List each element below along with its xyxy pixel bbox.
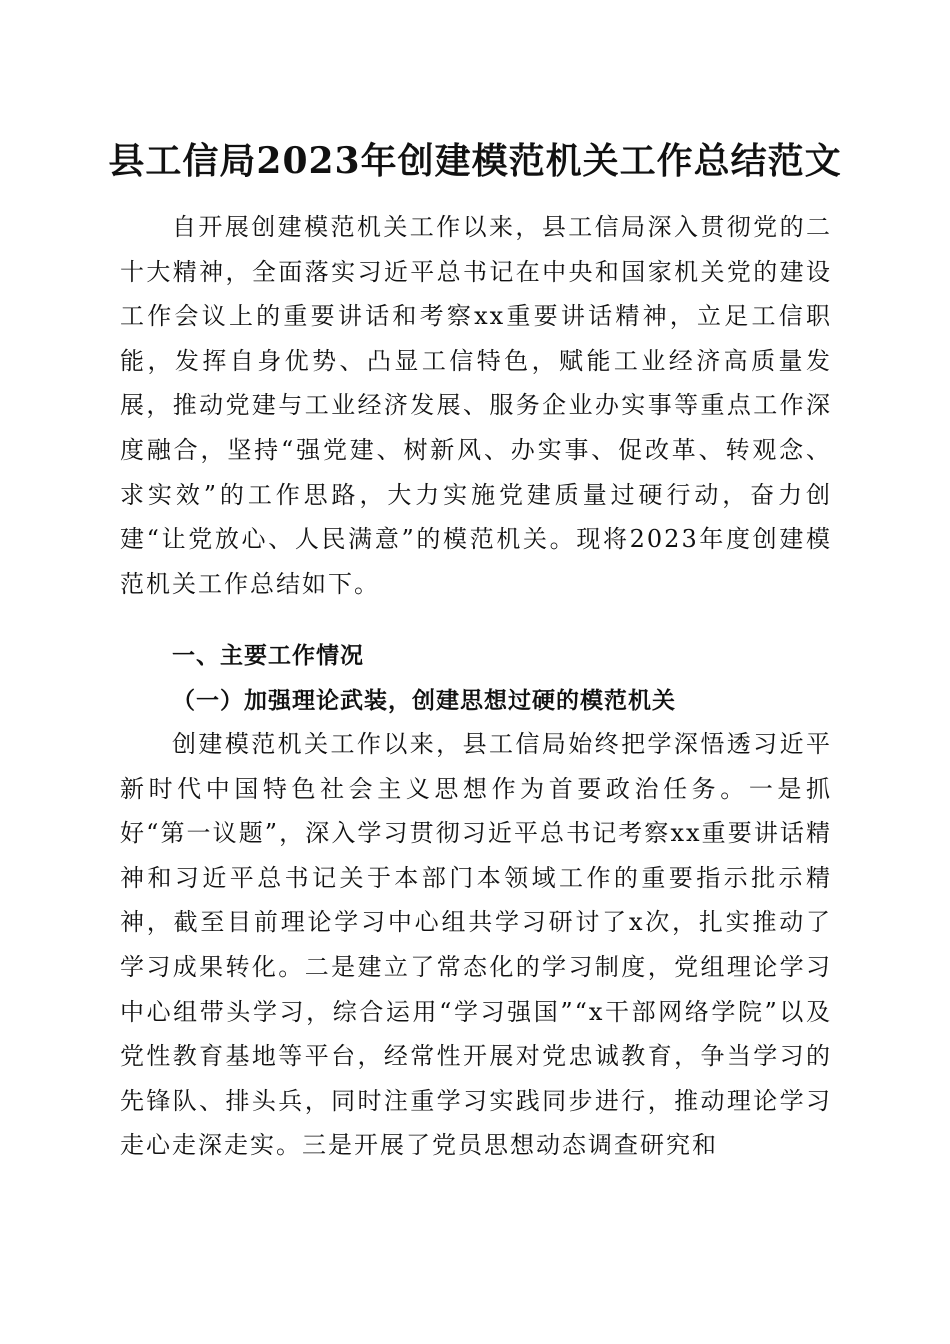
intro-paragraph: 自开展创建模范机关工作以来，县工信局深入贯彻党的二十大精神，全面落实习近平总书记在中央和国家机关党的建设工作会议上的重要讲话和考察xx重要讲话精神，立足工信职能，发挥自身优势、凸显工信特色，赋能工业经济高质量发展，推动党建与工业经济发展、服务企业办实事等重点工作深度融合，坚持“强党建、树新风、办实事、促改革、转观念、求实效”的工作思路，大力实施党建质量过硬行动，奋力创建“让党放心、人民满意”的模范机关。现将2023年度创建模范机关工作总结如下。 xyxy=(120,213,832,598)
section-paragraph: 创建模范机关工作以来，县工信局始终把学深悟透习近平新时代中国特色社会主义思想作为首要政治任务。一是抓好“第一议题”，深入学习贯彻习近平总书记考察xx重要讲话精神和习近平总书记关于本部门本领域工作的重要指示批示精神，截至目前理论学习中心组共学习研讨了x次，扎实推动了学习成果转化。二是建立了常态化的学习制度，党组理论学习中心组带头学习，综合运用“学习强国”“x干部网络学院”以及党性教育基地等平台，经常性开展对党忠诚教育，争当学习的先锋队、排头兵，同时注重学习实践同步进行，推动理论学习走心走深走实。三是开展了党员思想动态调查研究和 xyxy=(120,730,832,1160)
document-title: 县工信局2023年创建模范机关工作总结范文 xyxy=(108,140,842,182)
subsection-heading: （一）加强理论武装，创建思想过硬的模范机关 xyxy=(172,687,676,714)
section-heading: 一、主要工作情况 xyxy=(172,643,364,669)
